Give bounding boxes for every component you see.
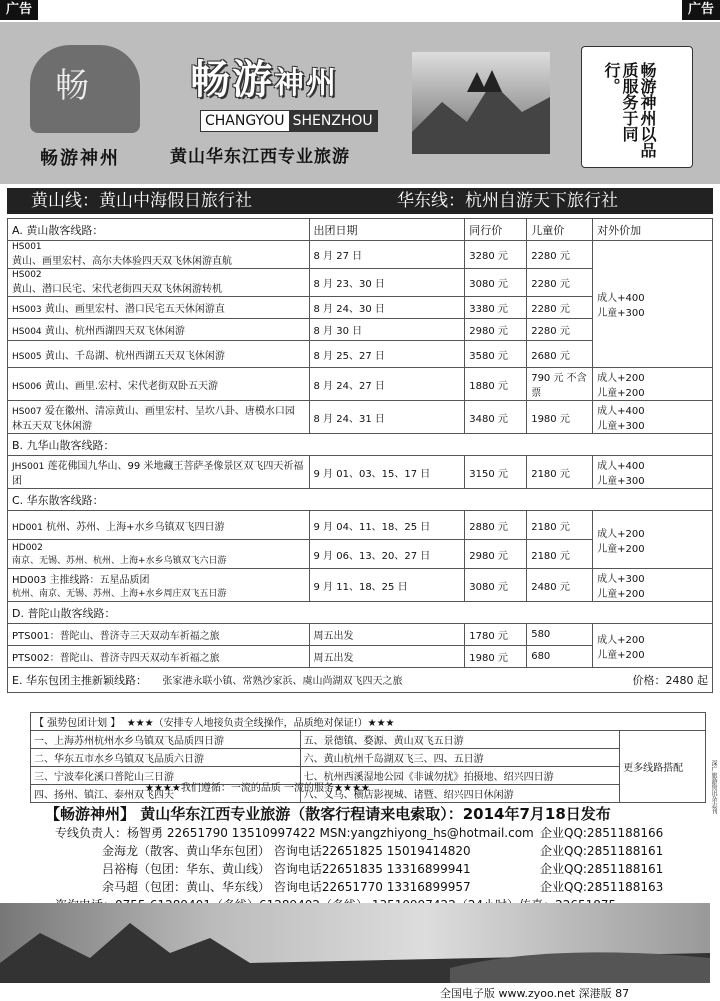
- package-more: 更多线路搭配: [620, 731, 706, 803]
- route-date: 8 月 24、30 日: [309, 297, 465, 319]
- ext-adult: 成人+200: [597, 373, 645, 384]
- route-child: 2180 元: [527, 540, 593, 569]
- section-b-title: B. 九华山散客线路：: [8, 434, 713, 456]
- route-name: 黄山、潜口民宅、宋代老街四天双飞休闲游转机: [12, 284, 222, 295]
- external-price: [593, 456, 713, 489]
- external-price: [593, 401, 713, 434]
- ext-adult: 成人+200: [597, 528, 645, 540]
- english-name-left: CHANGYOU: [201, 111, 289, 131]
- table-row: [8, 569, 713, 602]
- header-peer: 同行价: [465, 219, 527, 241]
- ext-child: 儿童+200: [597, 649, 645, 661]
- table-row: [8, 624, 713, 646]
- route-name: PTS001：普陀山、普济寺三天双动车祈福之旅: [8, 624, 310, 646]
- route-peer: 1880 元: [465, 368, 527, 401]
- package-item: 八、义乌、横店影视城、诸暨、绍兴四日休闲游: [300, 785, 620, 803]
- route-date: 8 月 27 日: [309, 241, 465, 269]
- route-huangshan: 黄山线：黄山中海假日旅行社: [31, 191, 252, 211]
- scroll-slogan: 畅游神州以品质服务于同行。: [602, 62, 657, 158]
- package-item: 二、华东五市水乡乌镇双飞品质六日游: [31, 749, 301, 767]
- ext-child: 儿童+200: [597, 589, 645, 600]
- ad-corner-right: 广告: [682, 0, 720, 20]
- route-name: 黄山、画里宏村、高尔夫体验四天双飞休闲游直航: [12, 256, 232, 267]
- route-date: 8 月 24、27 日: [309, 368, 465, 401]
- route-code: HS005: [12, 351, 42, 362]
- route-name: 莲花佛国九华山、99 米地藏王菩萨圣像景区双飞四天祈福团: [12, 461, 304, 487]
- table-row: [8, 368, 713, 401]
- route-code: HD002: [12, 542, 43, 553]
- route-peer: 2980 元: [465, 319, 527, 341]
- route-name: PTS002：普陀山、普济寺四天双动车祈福之旅: [8, 646, 310, 668]
- route-code: HS001: [12, 242, 42, 252]
- route-code: HS007: [12, 407, 42, 417]
- route-code: HD001: [12, 522, 43, 533]
- table-row: [8, 241, 713, 269]
- service-slogan: ★★★★我们遵循：一流的品质 一流的服务★★★★: [145, 783, 370, 794]
- ext-child: 儿童+300: [597, 421, 645, 432]
- route-code: HS006: [12, 381, 42, 392]
- package-item: 六、黄山杭州千岛湖双飞三、四、五日游: [300, 749, 620, 767]
- ext-child: 儿童+200: [597, 388, 645, 399]
- package-item: 七、杭州西溪湿地公园《非诚勿扰》拍摄地、绍兴四日游: [300, 767, 620, 785]
- route-name: 黄山、画里.宏村、宋代老街双卧五天游: [44, 380, 219, 392]
- route-code: HS002: [12, 270, 42, 280]
- route-child: 2180 元: [527, 456, 593, 489]
- title-sub: 神州: [274, 66, 338, 101]
- route-child: 2280 元: [527, 297, 593, 319]
- brand-name: 畅游神州: [40, 148, 120, 169]
- route-peer: 2880 元: [465, 511, 527, 540]
- qq-number: 企业QQ:2851188161: [540, 844, 664, 858]
- new-route-price: 价格：2480 起: [632, 674, 708, 687]
- section-c-title: C. 华东散客线路：: [8, 489, 713, 511]
- section-d-title: D. 普陀山散客线路：: [8, 602, 713, 624]
- header-date: 出团日期: [309, 219, 465, 241]
- route-child: 2280 元: [527, 269, 593, 297]
- route-child: 2280 元: [527, 319, 593, 341]
- route-date: 周五出发: [309, 624, 465, 646]
- route-name: 南京、无锡、苏州、杭州、上海+水乡乌镇双飞六日游: [12, 555, 227, 566]
- route-child: 680: [527, 646, 593, 668]
- table-row: [8, 401, 713, 434]
- route-peer: 3380 元: [465, 297, 527, 319]
- route-child: 2680 元: [527, 341, 593, 368]
- ext-child: 儿童+300: [597, 308, 645, 319]
- contact-line: 吕裕梅（包团：华东、黄山线） 咨询电话22651835 13316899941: [102, 862, 471, 876]
- contact-line: 金海龙（散客、黄山华东包团） 咨询电话22651825 15019414820: [102, 844, 471, 858]
- ext-child: 儿童+200: [597, 543, 645, 555]
- route-bar: [7, 188, 713, 214]
- contact-line: 余马超（包团：黄山、华东线） 咨询电话22651770 13316899957: [102, 880, 471, 894]
- route-date: 8 月 23、30 日: [309, 269, 465, 297]
- qq-number: 企业QQ:2851188161: [540, 862, 664, 876]
- package-header-right: ★★★（安排专人地接负责全线操作，品质绝对保证!）★★★: [126, 718, 395, 729]
- external-price: [593, 569, 713, 602]
- external-price: [593, 368, 713, 401]
- route-name: 杭州、苏州、上海+水乡乌镇双飞四日游: [46, 521, 225, 533]
- new-route-text: 张家港永联小镇、常熟沙家浜、虞山尚湖双飞四天之旅: [162, 676, 403, 687]
- ext-adult: 成人+400: [597, 293, 645, 304]
- page-title: [190, 48, 338, 105]
- route-date: 9 月 01、03、15、17 日: [309, 456, 465, 489]
- mountain-photo: [412, 52, 550, 154]
- route-peer: 1980 元: [465, 646, 527, 668]
- ad-corner-left: 广告: [0, 0, 38, 20]
- route-child: 580: [527, 624, 593, 646]
- route-name: 爱在徽州、清凉黄山、画里宏村、呈坎八卦、唐模水口园林五天双飞休闲游: [12, 406, 295, 432]
- route-date: 8 月 25、27 日: [309, 341, 465, 368]
- route-peer: 3480 元: [465, 401, 527, 434]
- qq-number: 企业QQ:2851188166: [540, 826, 664, 840]
- package-item: 五、景德镇、婺源、黄山双飞五日游: [300, 731, 620, 749]
- new-route-row: [8, 668, 713, 693]
- tagline: 黄山华东江西专业旅游: [170, 147, 350, 167]
- package-item: 一、上海苏州杭州水乡乌镇双飞品质四日游: [31, 731, 301, 749]
- route-name: 黄山、杭州西湖四天双飞休闲游: [44, 326, 185, 337]
- route-child: 1980 元: [527, 401, 593, 434]
- side-note: 深广旅游资讯杂志刊: [710, 760, 717, 814]
- external-price: [593, 624, 713, 668]
- qq-number: 企业QQ:2851188163: [540, 880, 664, 894]
- route-code: HS004: [12, 327, 42, 337]
- route-huadong: 华东线：杭州自游天下旅行社: [397, 191, 618, 211]
- table-header-row: [8, 219, 713, 241]
- section-row: [8, 434, 713, 456]
- external-price: [593, 241, 713, 368]
- route-date: 9 月 11、18、25 日: [309, 569, 465, 602]
- logo-glyph: 畅: [55, 66, 89, 106]
- route-date: 9 月 04、11、18、25 日: [309, 511, 465, 540]
- route-peer: 3150 元: [465, 456, 527, 489]
- route-child: 2180 元: [527, 511, 593, 540]
- table-row: [8, 456, 713, 489]
- price-table: [7, 218, 713, 693]
- english-name: [200, 110, 378, 132]
- route-peer: 2980 元: [465, 540, 527, 569]
- package-item: 四、扬州、镇江、泰州双飞四天: [31, 785, 301, 803]
- package-header-left: 【 强势包团计划 】: [34, 718, 121, 729]
- ext-adult: 成人+200: [597, 634, 645, 646]
- route-peer: 3280 元: [465, 241, 527, 269]
- english-name-right: SHENZHOU: [289, 111, 377, 131]
- route-date: 周五出发: [309, 646, 465, 668]
- route-child: 2280 元: [527, 241, 593, 269]
- route-name: 黄山、画里宏村、潜口民宅五天休闲游直: [44, 304, 225, 315]
- route-peer: 1780 元: [465, 624, 527, 646]
- route-peer: 3080 元: [465, 269, 527, 297]
- section-a-title: A. 黄山散客线路：: [8, 219, 310, 241]
- route-date: 8 月 24、31 日: [309, 401, 465, 434]
- publish-line: 【畅游神州】 黄山华东江西专业旅游（散客行程请来电索取）：2014年7月18日发布: [45, 805, 611, 823]
- ext-adult: 成人+400: [597, 461, 645, 472]
- header-child: 儿童价: [527, 219, 593, 241]
- route-code: HD003 主推线路：五星品质团: [12, 575, 150, 586]
- title-main: 畅游: [190, 57, 274, 103]
- ext-adult: 成人+300: [597, 574, 645, 585]
- route-date: 8 月 30 日: [309, 319, 465, 341]
- route-name: 黄山、千岛湖、杭州西湖五天双飞休闲游: [44, 350, 225, 362]
- landscape-photo: [0, 903, 710, 983]
- route-name: 杭州、南京、无锡、苏州、上海+水乡周庄双飞五日游: [12, 589, 227, 599]
- route-code: JHS001: [12, 462, 45, 472]
- route-peer: 3580 元: [465, 341, 527, 368]
- new-route-label: E. 华东包团主推新颖线路：: [12, 674, 147, 687]
- page-footer: 全国电子版 www.zyoo.net 深港版 87: [440, 987, 630, 1000]
- route-peer: 3080 元: [465, 569, 527, 602]
- route-child: 790 元 不含票: [527, 368, 593, 401]
- package-item: 三、宁波奉化溪口普陀山三日游: [31, 767, 301, 785]
- route-date: 9 月 06、13、20、27 日: [309, 540, 465, 569]
- contact-line: 专线负责人：杨智勇 22651790 13510997422 MSN:yangzhiyong_hs@hotmail.com: [55, 826, 534, 840]
- route-child: 2480 元: [527, 569, 593, 602]
- table-row: [8, 511, 713, 540]
- external-price: [593, 511, 713, 569]
- header-external: 对外价加: [593, 219, 713, 241]
- section-row: [8, 489, 713, 511]
- section-row: [8, 602, 713, 624]
- ext-adult: 成人+400: [597, 406, 645, 417]
- ext-child: 儿童+300: [597, 476, 645, 487]
- route-code: HS003: [12, 305, 42, 315]
